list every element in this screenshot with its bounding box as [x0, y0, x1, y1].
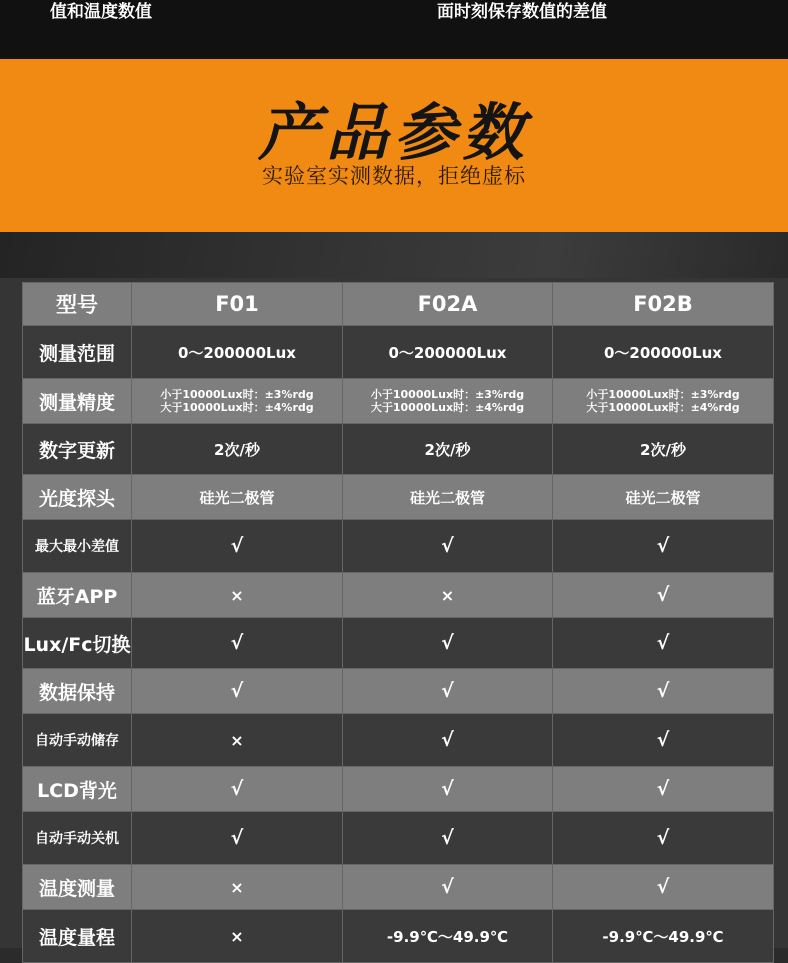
- row-label: 测量精度: [23, 379, 132, 424]
- row-label: 温度测量: [23, 865, 132, 910]
- row-value: 硅光二极管: [553, 475, 774, 520]
- row-value: 2次/秒: [343, 424, 553, 475]
- row-value: 2次/秒: [132, 424, 343, 475]
- row-label: 蓝牙APP: [23, 573, 132, 618]
- header-cell-f02a: F02A: [343, 283, 553, 326]
- check-icon: √: [132, 812, 343, 865]
- header-cell-f01: F01: [132, 283, 343, 326]
- row-value: [553, 379, 774, 424]
- banner-subtitle: 实验室实测数据，拒绝虚标: [262, 164, 526, 188]
- table-row: [23, 326, 774, 379]
- check-icon: √: [343, 714, 553, 767]
- table-row: [23, 669, 774, 714]
- table-row: [23, 812, 774, 865]
- row-label: 温度量程: [23, 910, 132, 963]
- spec-table: [22, 282, 774, 963]
- top-caption-left: 值和温度数值: [50, 2, 152, 22]
- value-line: 小于10000Lux时：±3%rdg: [160, 388, 314, 401]
- cross-icon: ×: [132, 910, 343, 963]
- table-row: [23, 379, 774, 424]
- row-label: 自动手动关机: [23, 812, 132, 865]
- value-line: 大于10000Lux时：±4%rdg: [370, 401, 525, 414]
- row-label: 最大最小差值: [23, 520, 132, 573]
- row-label: Lux/Fc切换: [23, 618, 132, 669]
- banner: [0, 59, 788, 232]
- row-value: 2次/秒: [553, 424, 774, 475]
- check-icon: √: [343, 618, 553, 669]
- table-row: [23, 767, 774, 812]
- check-icon: √: [343, 767, 553, 812]
- check-icon: √: [553, 812, 774, 865]
- check-icon: √: [553, 865, 774, 910]
- check-icon: √: [553, 669, 774, 714]
- cross-icon: ×: [132, 865, 343, 910]
- table-row: [23, 424, 774, 475]
- top-strip: [0, 0, 788, 59]
- top-caption-right: 面时刻保存数值的差值: [437, 2, 607, 22]
- cross-icon: ×: [343, 573, 553, 618]
- row-value: 0～200000Lux: [132, 326, 343, 379]
- check-icon: √: [343, 520, 553, 573]
- row-value: -9.9℃～49.9℃: [343, 910, 553, 963]
- table-row: [23, 520, 774, 573]
- check-icon: √: [132, 520, 343, 573]
- row-value: 硅光二极管: [132, 475, 343, 520]
- table-row: [23, 618, 774, 669]
- table-row: [23, 573, 774, 618]
- row-label: 自动手动储存: [23, 714, 132, 767]
- row-label: 光度探头: [23, 475, 132, 520]
- check-icon: √: [343, 865, 553, 910]
- row-label: LCD背光: [23, 767, 132, 812]
- check-icon: √: [553, 520, 774, 573]
- check-icon: √: [132, 618, 343, 669]
- check-icon: √: [343, 669, 553, 714]
- header-cell-model: 型号: [23, 283, 132, 326]
- row-value: [343, 379, 553, 424]
- value-line: 小于10000Lux时：±3%rdg: [370, 388, 525, 401]
- check-icon: √: [553, 714, 774, 767]
- check-icon: √: [553, 767, 774, 812]
- value-line: 小于10000Lux时：±3%rdg: [586, 388, 740, 401]
- check-icon: √: [132, 669, 343, 714]
- dark-band: [0, 232, 788, 278]
- table-header-row: [23, 283, 774, 326]
- row-value: [132, 379, 343, 424]
- banner-title: 产品参数: [257, 96, 530, 169]
- cross-icon: ×: [132, 573, 343, 618]
- row-value: -9.9℃～49.9℃: [553, 910, 774, 963]
- table-row: [23, 475, 774, 520]
- check-icon: √: [132, 767, 343, 812]
- table-row: [23, 910, 774, 963]
- table-row: [23, 714, 774, 767]
- header-cell-f02b: F02B: [553, 283, 774, 326]
- row-label: 数字更新: [23, 424, 132, 475]
- row-label: 数据保持: [23, 669, 132, 714]
- check-icon: √: [553, 618, 774, 669]
- row-value: 0～200000Lux: [553, 326, 774, 379]
- row-label: 测量范围: [23, 326, 132, 379]
- table-row: [23, 865, 774, 910]
- row-value: 0～200000Lux: [343, 326, 553, 379]
- value-line: 大于10000Lux时：±4%rdg: [160, 401, 314, 414]
- check-icon: √: [553, 573, 774, 618]
- value-line: 大于10000Lux时：±4%rdg: [586, 401, 740, 414]
- check-icon: √: [343, 812, 553, 865]
- row-value: 硅光二极管: [343, 475, 553, 520]
- cross-icon: ×: [132, 714, 343, 767]
